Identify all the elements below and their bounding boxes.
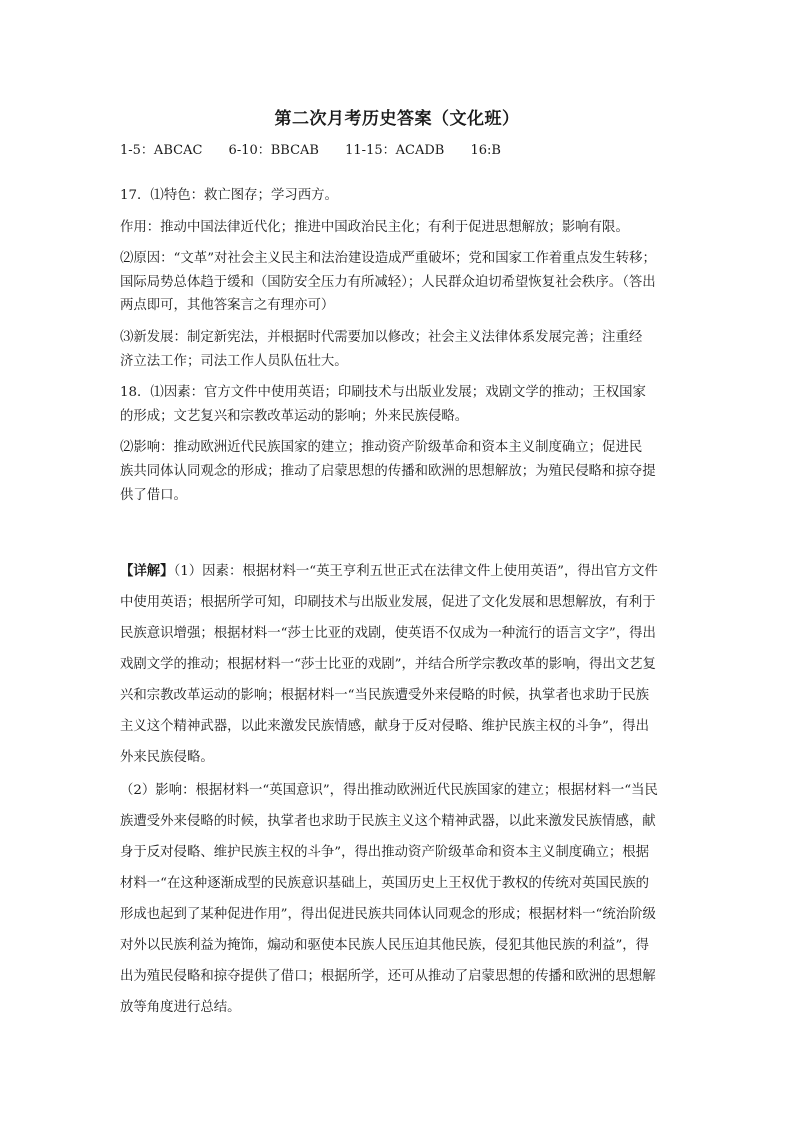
detail-section xyxy=(120,556,685,1023)
detail-line: 出为殖民侵略和掠夺提供了借口；根据所学，还可从推动了启蒙思想的传播和欧洲的思想解 xyxy=(120,969,656,984)
q18-line: 的形成；文艺复兴和宗教改革运动的影响；外来民族侵略。 xyxy=(120,408,469,424)
answer-body xyxy=(120,184,685,507)
detail-line: （2）影响：根据材料一“英国意识”，得出推动欧洲近代民族国家的建立；根据材料一“当民 xyxy=(120,783,658,798)
detail-line: 放等角度进行总结。 xyxy=(120,1000,241,1015)
q17-line: 两点即可，其他答案言之有理亦可） xyxy=(120,298,335,314)
detail-text: （1）因素：根据材料一“英王亨利五世正式在法律文件上使用英语”，得出官方文件 xyxy=(173,564,658,579)
detail-line: 戏剧文学的推动；根据材料一“莎士比亚的戏剧”，并结合所学宗教改革的影响，得出文艺复 xyxy=(120,657,656,672)
detail-line: 外来民族侵略。 xyxy=(120,750,214,765)
detail-line xyxy=(120,556,685,587)
detail-line: 身于反对侵略、维护民族主权的斗争”，得出推动资产阶级革命和资本主义制度确立；根据 xyxy=(120,845,650,860)
q17-line: 作用：推动中国法律近代化；推进中国政治民主化；有利于促进思想解放；影响有限。 xyxy=(120,219,629,235)
q17-line: ⑶新发展：制定新宪法，并根据时代需要加以修改；社会主义法律体系发展完善；注重经 xyxy=(120,329,643,345)
answer-group: 1-5：ABCAC xyxy=(120,143,203,158)
q18-line: 18．⑴因素：官方文件中使用英语；印刷技术与出版业发展；戏剧文学的推动；王权国家 xyxy=(120,385,646,401)
detail-line: 对外以民族利益为掩饰，煽动和驱使本民族人民压迫其他民族，侵犯其他民族的利益”，得 xyxy=(120,938,650,953)
detail-line: 兴和宗教改革运动的影响；根据材料一“当民族遭受外来侵略的时候，执掌者也求助于民族 xyxy=(120,688,650,703)
q17-line: 17．⑴特色：救亡图存；学习西方。 xyxy=(120,188,338,203)
answer-group: 16:B xyxy=(470,143,501,158)
q18-line: 供了借口。 xyxy=(120,487,187,503)
detail-line: 中使用英语；根据所学可知，印刷技术与出版业发展，促进了文化发展和思想解放，有利于 xyxy=(120,595,656,610)
q18-line: 族共同体认同观念的形成；推动了启蒙思想的传播和欧洲的思想解放；为殖民侵略和掠夺提 xyxy=(120,463,656,479)
q18-line: ⑵影响：推动欧洲近代民族国家的建立；推动资产阶级革命和资本主义制度确立；促进民 xyxy=(120,440,643,456)
answer-group: 6-10：BBCAB xyxy=(228,143,319,158)
detail-line: 族遭受外来侵略的时候，执掌者也求助于民族主义这个精神武器，以此来激发民族情感，献 xyxy=(120,814,656,829)
choice-answers xyxy=(120,139,523,158)
q17-line: 国际局势总体趋于缓和（国防安全压力有所减轻）；人民群众迫切希望恢复社会秩序。（答出 xyxy=(120,274,656,290)
q17-line: 济立法工作；司法工作人员队伍壮大。 xyxy=(120,353,348,369)
detail-line: 材料一“在这种逐渐成型的民族意识基础上，英国历史上王权优于教权的传统对英国民族的 xyxy=(120,876,650,891)
detail-line: 主义这个精神武器，以此来激发民族情感，献身于反对侵略、维护民族主权的斗争”，得出 xyxy=(120,719,650,734)
page-title: 第二次月考历史答案（文化班） xyxy=(274,109,520,129)
detail-line: 民族意识增强；根据材料一“莎士比亚的戏剧，使英语不仅成为一种流行的语言文字”，得出 xyxy=(120,626,656,641)
q17-line: ⑵原因：“文革”对社会主义民主和法治建设造成严重破坏；党和国家工作着重点发生转移； xyxy=(120,251,656,267)
detail-line: 形成也起到了某种促进作用”，得出促进民族共同体认同观念的形成；根据材料一“统治阶级 xyxy=(120,907,656,922)
answer-group: 11-15：ACADB xyxy=(345,143,445,158)
detail-label: 【详解】 xyxy=(120,563,174,579)
